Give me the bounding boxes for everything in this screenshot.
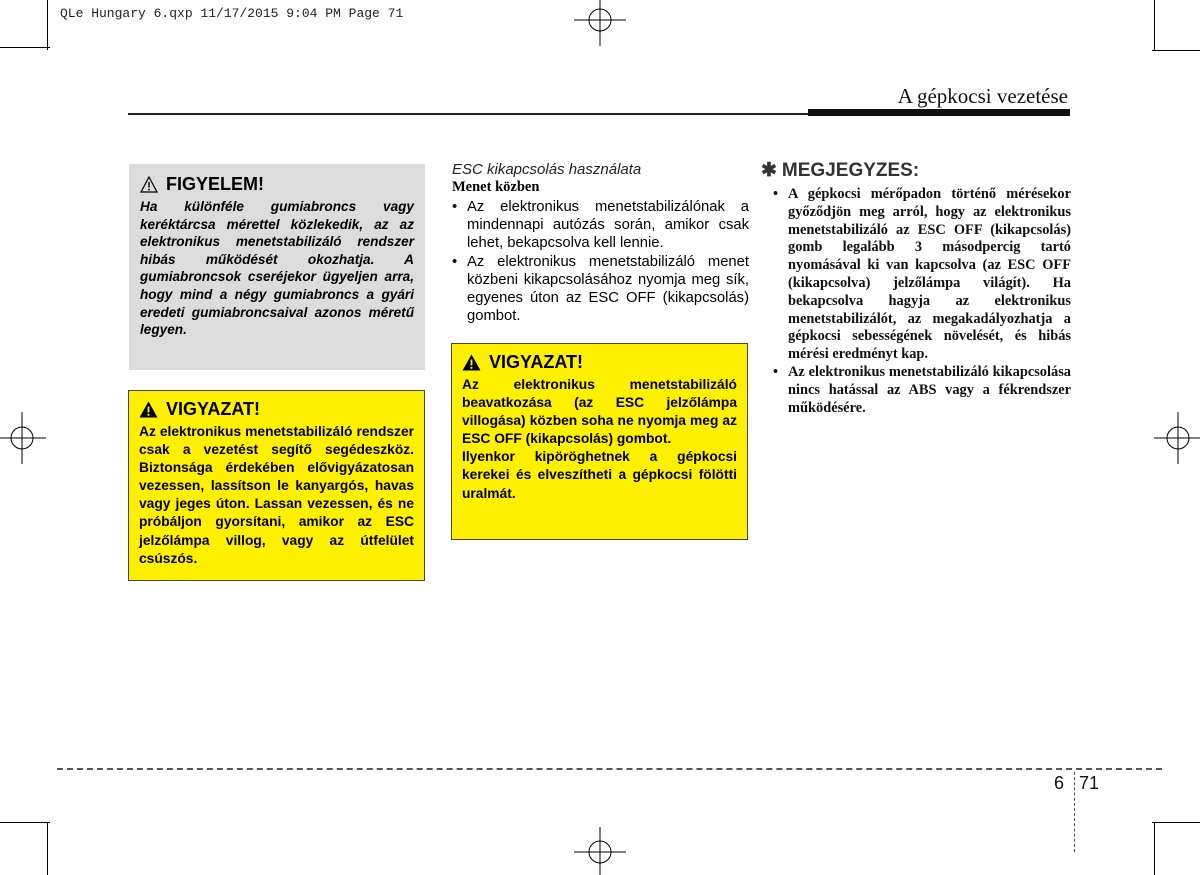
bullet-icon: • xyxy=(452,253,458,270)
registration-mark-right xyxy=(1154,408,1200,468)
esc-subheading: Menet közben xyxy=(452,179,540,195)
esc-bullet-list xyxy=(452,198,749,325)
note-column xyxy=(761,159,1071,417)
vigyazat-body: Az elektronikus menetstabilizáló rendszer csak a vezetést segítő segédeszköz. Biztonsága érdekében elővigyázatosan vezessen, lassítson le kanyargós, havas vagy jeges úton. Lassan vezessen, és ne próbáljon gyorsítani, amikor az ESC jelzőlámpa villog, vagy az útfelület csúszós. xyxy=(139,424,414,566)
esc-heading: ESC kikapcsolás használata xyxy=(452,161,642,178)
vigyazat-paragraph: Az elektronikus menetstabilizáló beavatkozása (az ESC jelzőlámpa villogása) közben soha ne nyomja meg az ESC OFF (kikapcsolás) gombot. xyxy=(462,377,737,447)
print-slug: QLe Hungary 6.qxp 11/17/2015 9:04 PM Page 71 xyxy=(60,6,404,21)
vigyazat-title: VIGYAZAT! xyxy=(166,399,261,419)
figyelem-body: Ha különféle gumiabroncs vagy keréktárcsa mérettel közlekedik, az az elektronikus menetstabilizáló rendszer hibás működését okozhatja. A gumiabroncsok cseréjekor ügyeljen arra, hogy mind a négy gumiabroncs a gyári eredeti gumiabroncsaival azonos méretű legyen. xyxy=(140,199,414,338)
vigyazat-box-middle xyxy=(451,343,748,540)
list-item-text: Az elektronikus menetstabilizáló menet közbeni kikapcsolásához nyomja meg sík, egyenes úton az ESC OFF (kikapcsolás) gombot. xyxy=(467,253,749,325)
list-item-text: Az elektronikus menetstabilizáló kikapcsolása nincs hatással az ABS vagy a fékrendszer működésére. xyxy=(788,363,1071,416)
vigyazat-body xyxy=(462,376,737,503)
registration-mark-left xyxy=(0,408,46,468)
figyelem-box xyxy=(129,164,425,370)
list-item xyxy=(761,186,1071,364)
footer-rule xyxy=(57,768,1162,770)
vigyazat-title-row xyxy=(462,352,737,373)
middle-column xyxy=(452,161,749,325)
bullet-icon: • xyxy=(773,186,779,202)
warning-triangle-filled-icon xyxy=(462,354,481,371)
vigyazat-box-left xyxy=(128,390,425,581)
list-item xyxy=(452,198,749,253)
figyelem-title: FIGYELEM! xyxy=(166,174,264,194)
header-rule xyxy=(128,113,808,115)
asterisk-icon: ✱ xyxy=(761,160,777,181)
vigyazat-title-row xyxy=(139,399,414,420)
note-title: MEGJEGYZES: xyxy=(781,159,920,181)
section-title: A gépkocsi vezetése xyxy=(897,84,1068,108)
header-rule-accent xyxy=(808,109,1070,116)
warning-triangle-filled-icon xyxy=(139,401,158,418)
page-number: 71 xyxy=(1079,773,1100,793)
note-title-row xyxy=(761,159,1071,182)
registration-mark-top xyxy=(570,0,630,48)
registration-mark-bottom xyxy=(570,825,630,875)
list-item-text: Az elektronikus menetstabilizálónak a mindennapi autózás során, amikor csak lehet, bekapcsolva kell lennie. xyxy=(467,199,749,252)
list-item xyxy=(761,364,1071,417)
vigyazat-title: VIGYAZAT! xyxy=(489,352,584,372)
figyelem-title-row xyxy=(140,174,414,195)
bullet-icon: • xyxy=(452,199,458,215)
warning-triangle-outline-icon xyxy=(140,176,158,193)
note-bullet-list xyxy=(761,186,1071,417)
list-item-text: A gépkocsi mérőpadon történő mérésekor győződjön meg arról, hogy az elektronikus menetstabilizáló az ESC OFF (kikapcsolás) gomb legalább 3 másodpercig tartó nyomásával ki van kapcsolva (az ESC OFF (kikapcsolva) jelzőlámpa világít). Ha bekapcsolva hagyja az elektronikus menetstabilizálót, az megakadályozhatja a gépkocsi sebességének növelését, és hibás mérési eredményt kap. xyxy=(788,186,1071,363)
chapter-number: 6 xyxy=(1054,773,1065,793)
list-item xyxy=(452,253,749,326)
page-number-separator xyxy=(1074,772,1075,852)
vigyazat-paragraph: Ilyenkor kipöröghetnek a gépkocsi kerekei és elveszítheti a gépkocsi fölötti uralmát. xyxy=(462,449,737,501)
bullet-icon: • xyxy=(773,363,779,380)
